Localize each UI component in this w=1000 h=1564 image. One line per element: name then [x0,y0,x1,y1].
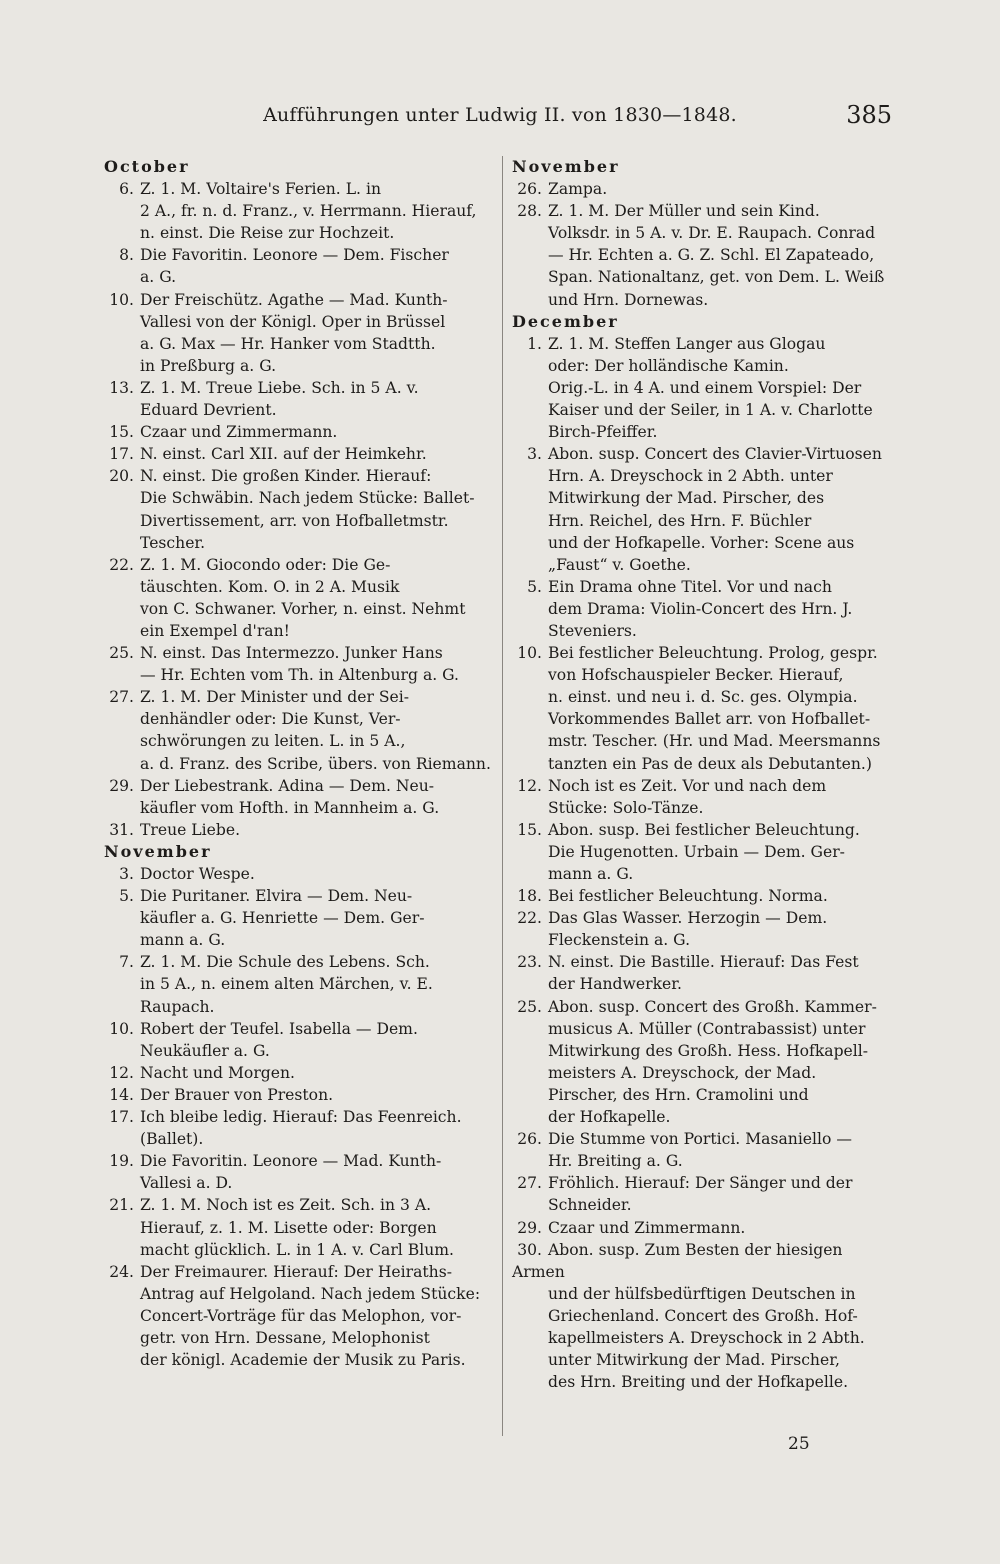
column-divider [502,156,503,1436]
entry-text: und der Hofkapelle. Vorher: Scene aus [548,533,855,552]
entry-day: 29. [517,1218,542,1237]
performance-entry [104,554,494,642]
entry-text: a. d. Franz. des Scribe, übers. von Riemann. [140,754,491,773]
entry-text: Volksdr. in 5 A. v. Dr. E. Raupach. Conrad [548,224,876,243]
performance-entry [104,1194,494,1260]
entry-text: Die Schwäbin. Nach jedem Stücke: Ballet- [140,489,475,508]
entry-text: Czaar und Zimmermann. [548,1218,746,1237]
entry-text: a. G. [140,268,177,287]
entry-text: Abon. susp. Concert des Clavier-Virtuosen [548,445,882,464]
entry-day: 22. [517,909,542,928]
month-heading-november: November [104,841,212,861]
entry-text: Birch-Pfeiffer. [548,423,658,442]
performance-entry [104,686,494,774]
performance-entry [104,377,494,421]
performance-entry [512,443,896,576]
entry-day: 27. [517,1174,542,1193]
entry-text: Vallesi von der Königl. Oper in Brüssel [140,312,446,331]
entry-day: 1. [527,334,542,353]
entry-day: 18. [517,887,542,906]
entry-text: Tescher. [140,533,206,552]
entry-day: 17. [109,1108,134,1127]
entry-text: Doctor Wespe. [140,865,255,883]
entry-text: Z. 1. M. Noch ist es Zeit. Sch. in 3 A. [140,1196,432,1215]
entry-text: der königl. Academie der Musik zu Paris. [140,1351,466,1370]
entry-text: Steveniers. [548,621,637,640]
entry-text: Hrn. A. Dreyschock in 2 Abth. unter [548,467,833,486]
entry-text: Griechenland. Concert des Großh. Hof- [548,1306,858,1325]
left-column [104,156,494,1371]
entry-text: Nacht und Morgen. [140,1063,295,1082]
november-entries [104,863,494,1371]
performance-entry [512,951,896,995]
entry-text: käufler vom Hofth. in Mannheim a. G. [140,798,440,817]
month-heading-november-continued: November [512,157,620,176]
entry-text: n. einst. Die Reise zur Hochzeit. [140,224,395,243]
entry-text: von C. Schwaner. Vorher, n. einst. Nehmt [140,599,466,618]
performance-entry [104,863,494,885]
entry-day: 15. [517,820,542,839]
entry-day: 14. [109,1085,134,1104]
performance-entry [104,1084,494,1106]
entry-text: Robert der Teufel. Isabella — Dem. [140,1019,418,1038]
entry-day: 6. [119,180,134,199]
right-column [512,156,896,1393]
entry-text: Die Hugenotten. Urbain — Dem. Ger- [548,842,845,861]
performance-entry [512,642,896,775]
entry-text: Raupach. [140,997,215,1016]
entry-text: Die Favoritin. Leonore — Dem. Fischer [140,246,449,265]
entry-day: 25. [517,997,542,1016]
performance-entry [104,1018,494,1062]
entry-text: Antrag auf Helgoland. Nach jedem Stücke: [140,1284,481,1303]
entry-day: 17. [109,445,134,464]
entry-text: mstr. Tescher. (Hr. und Mad. Meersmanns [548,732,881,751]
performance-entry [104,819,494,841]
performance-entry [512,576,896,642]
entry-text: Ich bleibe ledig. Hierauf: Das Feenreich. [140,1108,462,1127]
entry-text: Kaiser und der Seiler, in 1 A. v. Charlotte [548,401,873,420]
entry-day: 25. [109,644,134,663]
performance-entry [104,1150,494,1194]
entry-text: Eduard Devrient. [140,401,277,420]
performance-entry [512,819,896,885]
entry-text: kapellmeisters A. Dreyschock in 2 Abth. [548,1328,865,1347]
entry-day: 15. [109,423,134,442]
entry-text: ein Exempel d'ran! [140,621,290,640]
entry-text: Der Freischütz. Agathe — Mad. Kunth- [140,290,448,309]
entry-text: Divertissement, arr. von Hofballetmstr. [140,511,449,530]
entry-text: „Faust“ v. Goethe. [548,555,691,574]
performance-entry [512,1217,896,1239]
entry-day: 28. [517,202,542,221]
entry-day: 21. [109,1196,134,1215]
entry-text: Der Liebestrank. Adina — Dem. Neu- [140,776,435,795]
entry-text: Mitwirkung der Mad. Pirscher, des [548,489,825,508]
entry-text: unter Mitwirkung der Mad. Pirscher, [548,1351,840,1370]
performance-entry [104,1261,494,1371]
entry-text: und Hrn. Dornewas. [548,290,709,309]
entry-text: Ein Drama ohne Titel. Vor und nach [548,577,832,596]
entry-text: Z. 1. M. Treue Liebe. Sch. in 5 A. v. [140,378,419,397]
entry-text: N. einst. Carl XII. auf der Heimkehr. [140,445,427,464]
month-heading-october: October [104,157,190,176]
performance-entry [512,1239,896,1394]
performance-entry [104,642,494,686]
entry-text: in 5 A., n. einem alten Märchen, v. E. [140,975,433,994]
entry-text: Der Brauer von Preston. [140,1085,334,1104]
entry-text: Hr. Breiting a. G. [548,1152,683,1171]
entry-text: musicus A. Müller (Contrabassist) unter [548,1019,866,1038]
entry-text: n. einst. und neu i. d. Sc. ges. Olympia. [548,688,858,707]
entry-text: käufler a. G. Henriette — Dem. Ger- [140,909,425,928]
entry-text: tanzten ein Pas de deux als Debutanten.) [548,754,872,773]
page-number: 385 [846,101,892,129]
entry-text: Fröhlich. Hierauf: Der Sänger und der [548,1174,853,1193]
entry-text: schwörungen zu leiten. L. in 5 A., [140,732,406,751]
entry-text: getr. von Hrn. Dessane, Melophonist [140,1328,430,1347]
entry-text: Neukäufler a. G. [140,1041,270,1060]
entry-day: 12. [517,776,542,795]
entry-day: 29. [109,776,134,795]
performance-entry [512,885,896,907]
entry-text: Vallesi a. D. [140,1174,233,1193]
entry-text: Z. 1. M. Der Minister und der Sei- [140,688,410,707]
entry-text: Stücke: Solo-Tänze. [548,798,704,817]
entry-text: Z. 1. M. Der Müller und sein Kind. [548,202,820,221]
performance-entry [512,775,896,819]
entry-text: Z. 1. M. Steffen Langer aus Glogau [548,334,826,353]
performance-entry [104,885,494,951]
entry-day: 10. [109,1019,134,1038]
entry-text: N. einst. Die Bastille. Hierauf: Das Fest [548,953,859,972]
performance-entry [104,421,494,443]
entry-text: Concert-Vorträge für das Melophon, vor- [140,1306,462,1325]
december-entries [512,333,896,1394]
entry-text: Fleckenstein a. G. [548,931,691,950]
entry-text: a. G. Max — Hr. Hanker vom Stadtth. [140,334,436,353]
month-heading-december: December [512,311,619,331]
performance-entry [512,1128,896,1172]
performance-entry [512,333,896,443]
entry-text: der Hofkapelle. [548,1108,671,1127]
entry-text: täuschten. Kom. O. in 2 A. Musik [140,577,400,596]
entry-text: Czaar und Zimmermann. [140,423,338,442]
entry-text: Vorkommendes Ballet arr. von Hofballet- [548,710,871,729]
performance-entry [104,775,494,819]
entry-text: N. einst. Die großen Kinder. Hierauf: [140,467,432,486]
entry-day: 20. [109,467,134,486]
entry-day: 7. [119,953,134,972]
entry-day: 13. [109,378,134,397]
entry-text: meisters A. Dreyschock, der Mad. [548,1063,817,1082]
entry-text: Mitwirkung des Großh. Hess. Hofkapell- [548,1041,869,1060]
performance-entry [512,907,896,951]
entry-text: Schneider. [548,1196,632,1215]
entry-text: Span. Nationaltanz, get. von Dem. L. Weiß [548,268,885,287]
entry-text: mann a. G. [140,931,226,950]
entry-text: mann a. G. [548,865,634,883]
entry-text: — Hr. Echten a. G. Z. Schl. El Zapateado, [548,246,875,265]
entry-text: Zampa. [548,180,608,199]
performance-entry [104,443,494,465]
november-entries-continued [512,178,896,311]
entry-text: Der Freimaurer. Hierauf: Der Heiraths- [140,1262,452,1281]
entry-text: Bei festlicher Beleuchtung. Prolog, gespr. [548,644,878,663]
entry-text: Die Puritaner. Elvira — Dem. Neu- [140,887,413,906]
entry-text: und der hülfsbedürftigen Deutschen in [548,1284,856,1303]
performance-entry [104,1062,494,1084]
entry-day: 31. [109,820,134,839]
entry-text: (Ballet). [140,1130,204,1149]
entry-text: oder: Der holländische Kamin. [548,356,789,375]
entry-text: N. einst. Das Intermezzo. Junker Hans [140,644,443,663]
entry-text: — Hr. Echten vom Th. in Altenburg a. G. [140,666,460,685]
entry-text: Die Favoritin. Leonore — Mad. Kunth- [140,1152,442,1171]
entry-day: 27. [109,688,134,707]
entry-text: Z. 1. M. Die Schule des Lebens. Sch. [140,953,430,972]
entry-day: 19. [109,1152,134,1171]
entry-day: 30. [517,1240,542,1259]
performance-entry [104,178,494,244]
entry-text: Pirscher, des Hrn. Cramolini und [548,1085,809,1104]
entry-day: 23. [517,953,542,972]
performance-entry [104,465,494,553]
entry-text: Orig.-L. in 4 A. und einem Vorspiel: Der [548,378,862,397]
performance-entry [512,200,896,310]
performance-entry [104,289,494,377]
entry-text: Abon. susp. Bei festlicher Beleuchtung. [548,820,860,839]
entry-text: der Handwerker. [548,975,682,994]
entry-day: 22. [109,555,134,574]
entry-day: 8. [119,246,134,265]
entry-day: 26. [517,1130,542,1149]
performance-entry [104,1106,494,1150]
entry-text: Abon. susp. Zum Besten der hiesigen Armen [512,1240,843,1281]
entry-day: 12. [109,1063,134,1082]
entry-text: Hierauf, z. 1. M. Lisette oder: Borgen [140,1218,437,1237]
performance-entry [104,244,494,288]
entry-text: Das Glas Wasser. Herzogin — Dem. [548,909,828,928]
performance-entry [512,1172,896,1216]
entry-text: Bei festlicher Beleuchtung. Norma. [548,887,828,906]
october-entries [104,178,494,841]
entry-text: des Hrn. Breiting und der Hofkapelle. [548,1373,849,1392]
entry-day: 5. [119,887,134,906]
performance-entry [512,996,896,1129]
entry-text: Treue Liebe. [140,820,241,839]
entry-day: 3. [527,445,542,464]
entry-text: Z. 1. M. Voltaire's Ferien. L. in [140,180,381,199]
entry-text: Abon. susp. Concert des Großh. Kammer- [548,997,877,1016]
entry-day: 24. [109,1262,134,1281]
entry-day: 5. [527,577,542,596]
entry-day: 3. [119,865,134,883]
entry-text: in Preßburg a. G. [140,356,277,375]
entry-day: 10. [109,290,134,309]
entry-text: Noch ist es Zeit. Vor und nach dem [548,776,827,795]
entry-text: von Hofschauspieler Becker. Hierauf, [548,666,844,685]
entry-day: 10. [517,644,542,663]
entry-text: dem Drama: Violin-Concert des Hrn. J. [548,599,853,618]
entry-text: Hrn. Reichel, des Hrn. F. Büchler [548,511,812,530]
entry-text: 2 A., fr. n. d. Franz., v. Herrmann. Hierauf, [140,202,477,221]
entry-text: Die Stumme von Portici. Masaniello — [548,1130,852,1149]
entry-text: macht glücklich. L. in 1 A. v. Carl Blum. [140,1240,454,1259]
entry-text: Z. 1. M. Giocondo oder: Die Ge- [140,555,391,574]
running-title: Aufführungen unter Ludwig II. von 1830—1848. [263,104,737,126]
entry-day: 26. [517,180,542,199]
signature-mark: 25 [788,1434,810,1454]
entry-text: denhändler oder: Die Kunst, Ver- [140,710,401,729]
performance-entry [104,951,494,1017]
performance-entry [512,178,896,200]
